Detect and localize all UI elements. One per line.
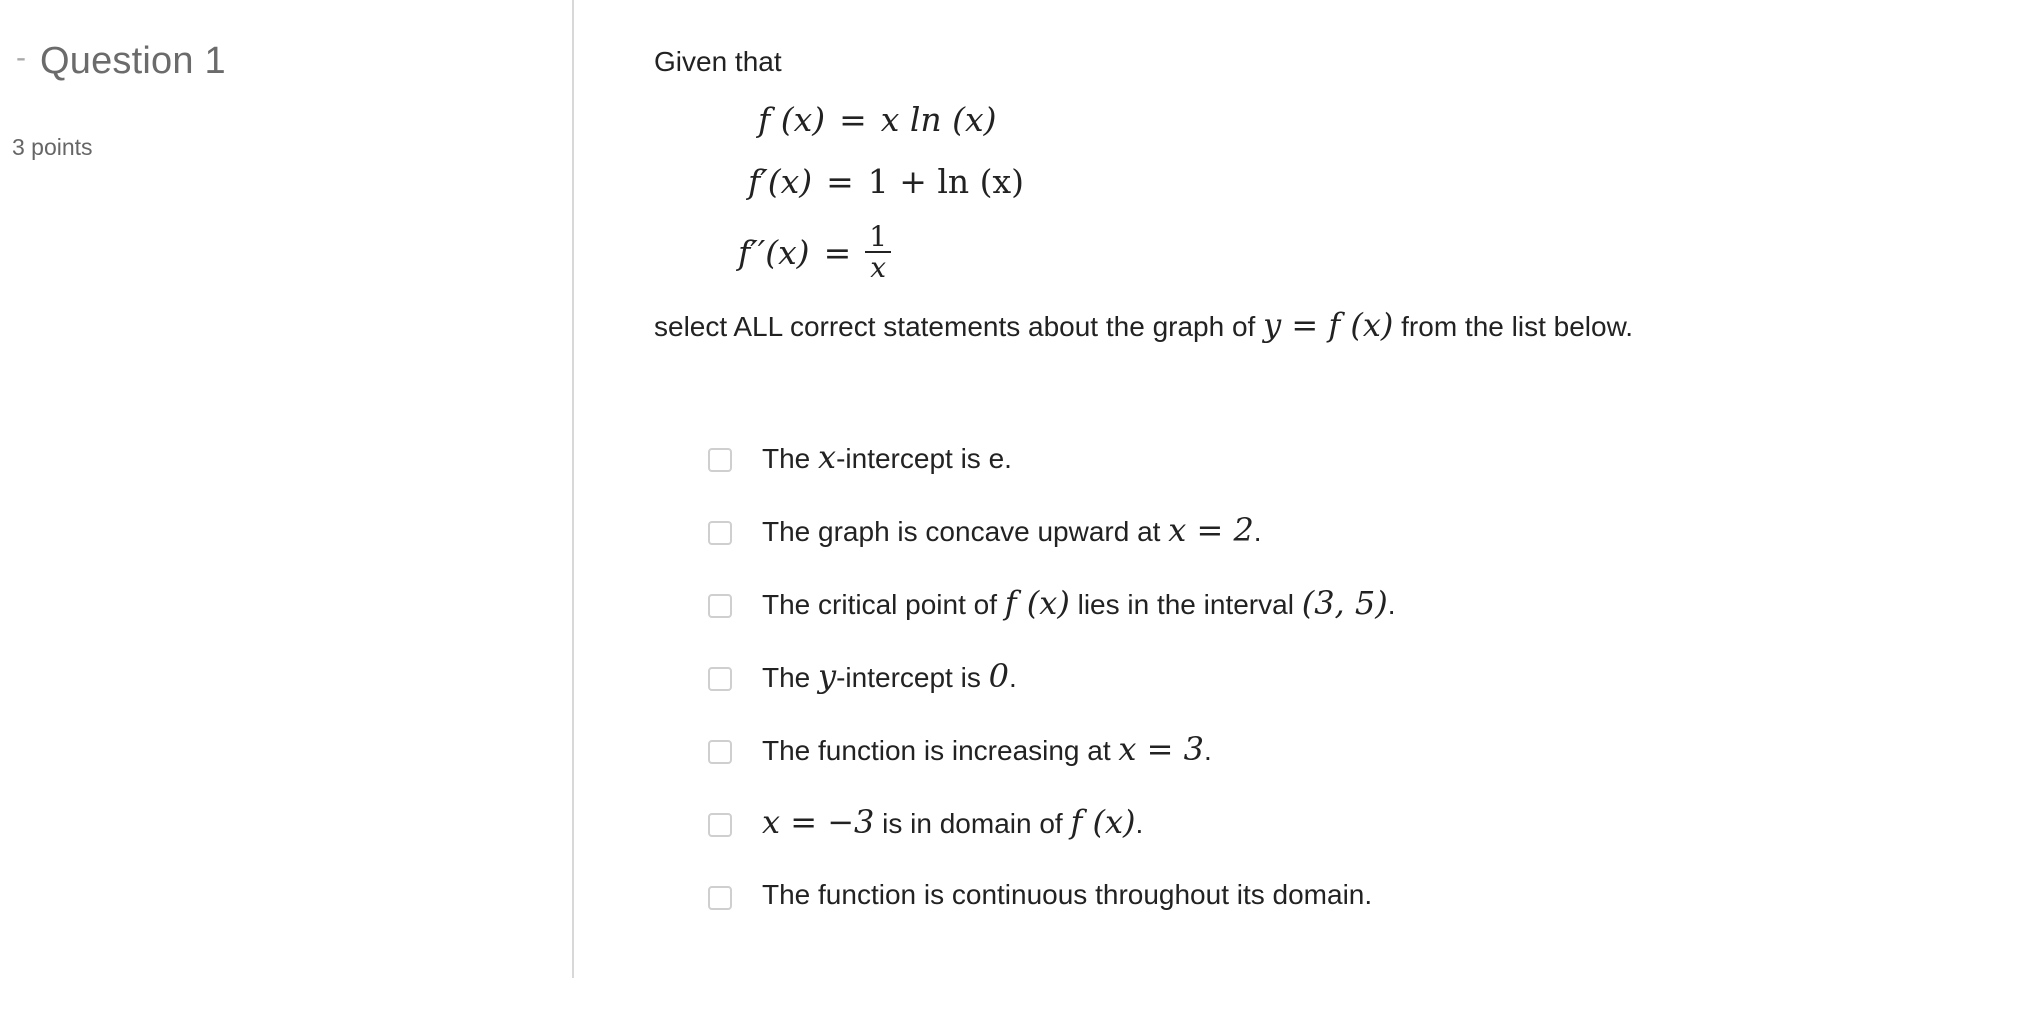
option-text: The critical point of <box>762 588 1005 620</box>
option-checkbox[interactable] <box>708 886 732 910</box>
answer-option[interactable] <box>708 712 1396 785</box>
answer-option[interactable] <box>708 785 1396 858</box>
option-text: The graph is concave upward at <box>762 515 1169 547</box>
prompt-text-after: from the list below. <box>1393 311 1634 342</box>
option-label[interactable] <box>762 803 1143 841</box>
question-points: 3 points <box>12 134 93 160</box>
option-checkbox[interactable] <box>708 594 732 618</box>
fraction <box>865 222 891 283</box>
answer-option[interactable] <box>708 858 1396 931</box>
option-math: y <box>818 656 837 695</box>
option-text: . <box>1387 588 1396 620</box>
option-checkbox[interactable] <box>708 667 732 691</box>
option-text: The <box>762 442 819 474</box>
option-text: The function is increasing at <box>762 734 1119 766</box>
option-text: The <box>762 661 819 693</box>
option-label[interactable] <box>762 657 1017 695</box>
fraction-denominator: x <box>870 251 887 285</box>
answer-option[interactable] <box>708 639 1396 712</box>
given-equations <box>654 100 1154 290</box>
equation-rhs: x ln (x) <box>880 100 997 139</box>
answer-option[interactable] <box>708 420 1396 493</box>
prompt-text-before: select ALL correct statements about the graph of <box>654 311 1264 342</box>
equation-lhs: f′′(x) <box>738 232 810 272</box>
option-text: -intercept is e. <box>836 442 1012 474</box>
equation-f <box>758 100 997 139</box>
equals-sign: = <box>839 100 867 139</box>
equation-f-double-prime <box>738 222 891 283</box>
answer-options <box>708 420 1396 931</box>
equation-lhs: f (x) <box>758 100 826 139</box>
option-math: x = 2 <box>1168 510 1254 549</box>
equals-sign: = <box>823 232 852 272</box>
question-header[interactable] <box>16 40 226 83</box>
option-text: . <box>1203 734 1212 766</box>
option-text: . <box>1135 807 1144 839</box>
collapse-icon[interactable]: - <box>16 40 26 74</box>
option-label[interactable] <box>762 438 1012 476</box>
option-math: x = −3 <box>762 802 875 841</box>
equation-lhs: f′(x) <box>748 162 813 201</box>
option-math: x <box>818 437 837 476</box>
option-checkbox[interactable] <box>708 448 732 472</box>
question-sidebar <box>0 0 574 978</box>
equals-sign: = <box>826 162 854 201</box>
option-text: The function is continuous throughout its domain. <box>762 878 1373 910</box>
answer-option[interactable] <box>708 566 1396 639</box>
option-label[interactable] <box>762 511 1262 549</box>
option-math: 0 <box>988 656 1009 695</box>
option-text: lies in the interval <box>1069 588 1302 620</box>
answer-option[interactable] <box>708 493 1396 566</box>
option-checkbox[interactable] <box>708 813 732 837</box>
question-prompt <box>654 306 1633 344</box>
prompt-math: y = f (x) <box>1263 306 1394 344</box>
fraction-numerator: 1 <box>865 222 891 253</box>
option-math: (3, 5) <box>1301 583 1388 622</box>
question-intro: Given that <box>654 46 782 77</box>
option-math: x = 3 <box>1118 729 1204 768</box>
option-checkbox[interactable] <box>708 740 732 764</box>
option-label[interactable] <box>762 584 1396 622</box>
option-text: . <box>1253 515 1262 547</box>
question-title: Question 1 <box>40 40 226 82</box>
option-label[interactable] <box>762 730 1212 768</box>
equation-f-prime <box>748 162 1024 201</box>
equation-rhs: 1 + ln (x) <box>867 162 1025 201</box>
option-math: f (x) <box>1004 583 1070 622</box>
option-checkbox[interactable] <box>708 521 732 545</box>
option-label[interactable] <box>762 879 1372 911</box>
option-text: is in domain of <box>874 807 1071 839</box>
option-math: f (x) <box>1070 802 1136 841</box>
option-text: -intercept is <box>836 661 989 693</box>
option-text: . <box>1008 661 1017 693</box>
